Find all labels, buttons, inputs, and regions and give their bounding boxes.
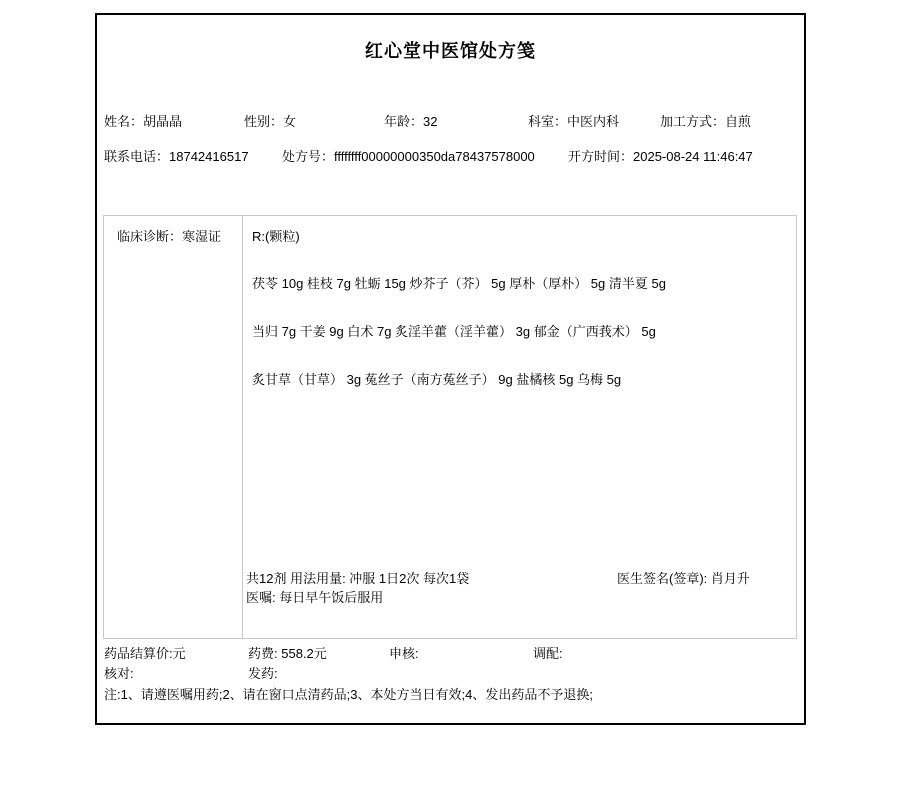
fee-value: 558.2元 (281, 646, 327, 661)
issue-time-label: 开方时间： (568, 149, 634, 164)
fee-label: 药费: (248, 646, 282, 661)
processing-method-value: 自煎 (725, 114, 752, 129)
processing-method-label: 加工方式： (660, 114, 726, 129)
diagnosis-divider (242, 216, 243, 638)
patient-gender-label: 性别： (244, 114, 284, 129)
herb-line: 茯苓 10g 桂枝 7g 牡蛎 15g 炒芥子（芥） 5g 厚朴（厚朴） 5g 清半夏 5g (252, 276, 666, 291)
diagnosis-label: 临床诊断： (117, 229, 183, 244)
diagnosis-value: 寒湿证 (182, 229, 222, 244)
prescription-sheet (95, 13, 806, 725)
patient-gender-value: 女 (283, 114, 297, 129)
department-label: 科室： (528, 114, 568, 129)
page-title: 红心堂中医馆处方笺 (365, 41, 536, 61)
rx-number-value: ffffffff00000000350da78437578000 (334, 149, 535, 164)
dosage-line: 共12剂 用法用量: 冲服 1日2次 每次1袋 (246, 571, 470, 586)
medical-instruction-label: 医嘱: (246, 590, 280, 605)
issue-time-value: 2025-08-24 11:46:47 (633, 149, 753, 164)
phone-value: 18742416517 (169, 149, 249, 164)
settle-price-value: 元 (172, 646, 186, 661)
patient-age-field (384, 114, 437, 130)
dispense-field: 调配: (533, 646, 563, 661)
phone-field (104, 149, 249, 165)
review-field: 申核: (389, 646, 419, 661)
issue-time-field (568, 149, 753, 165)
department-field (528, 114, 619, 130)
patient-name-label: 姓名： (104, 114, 144, 129)
rx-header: R:(颗粒) (252, 229, 300, 244)
issue-field: 发药: (248, 666, 278, 681)
patient-age-label: 年龄： (384, 114, 424, 129)
patient-age-value: 32 (423, 114, 438, 129)
settle-price-field (104, 646, 186, 662)
doctor-signature-field (617, 571, 750, 587)
check-field: 核对: (104, 666, 134, 681)
rx-number-label: 处方号： (282, 149, 335, 164)
prescription-box (103, 215, 797, 639)
patient-name-value: 胡晶晶 (143, 114, 183, 129)
phone-label: 联系电话： (104, 149, 170, 164)
processing-method-field (660, 114, 751, 130)
medical-instruction-value: 每日早午饭后服用 (279, 590, 384, 605)
notes-line: 注:1、请遵医嘱用药;2、请在窗口点清药品;3、本处方当日有效;4、发出药品不予退换; (104, 687, 593, 702)
department-value: 中医内科 (567, 114, 620, 129)
diagnosis-field (117, 229, 221, 245)
patient-name-field (104, 114, 182, 130)
fee-field (248, 646, 327, 662)
patient-gender-field (244, 114, 296, 130)
doctor-signature-label: 医生签名(签章): (617, 571, 711, 586)
rx-number-field (282, 149, 535, 165)
herb-line: 炙甘草（甘草） 3g 菟丝子（南方菟丝子） 9g 盐橘核 5g 乌梅 5g (252, 372, 622, 387)
herb-line: 当归 7g 干姜 9g 白术 7g 炙淫羊藿（淫羊藿） 3g 郁金（广西莪术） 5g (252, 324, 656, 339)
settle-price-label: 药品结算价: (104, 646, 173, 661)
doctor-signature-value: 肖月升 (710, 571, 750, 586)
medical-instruction-field (246, 590, 383, 606)
